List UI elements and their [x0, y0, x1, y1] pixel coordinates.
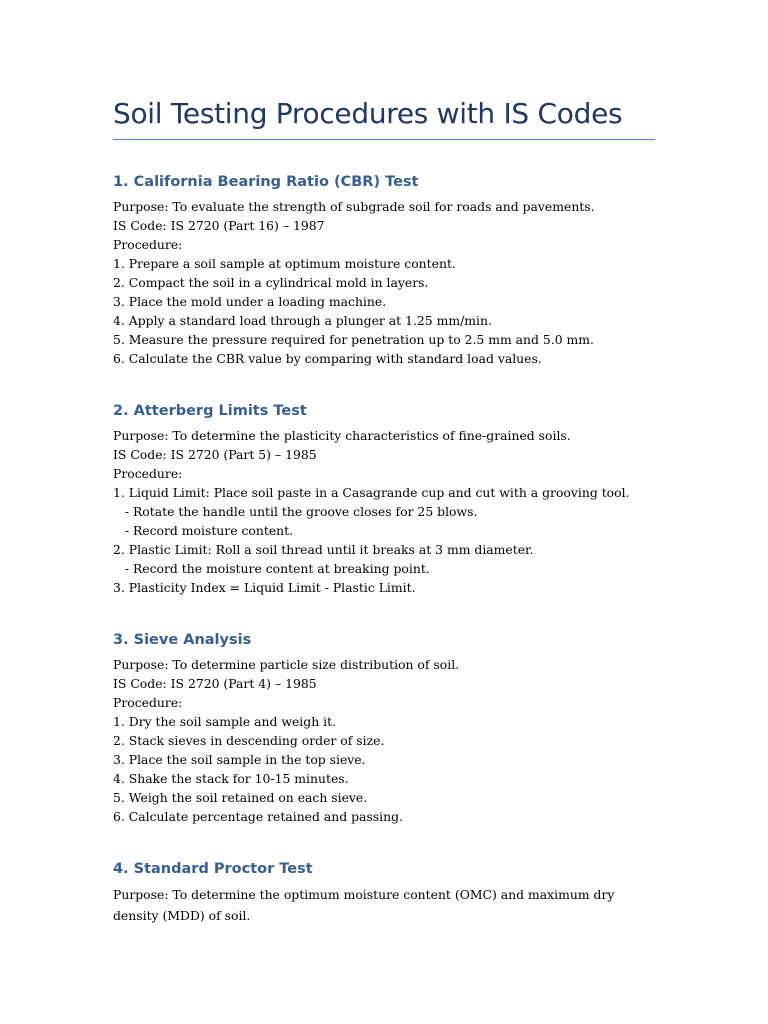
section-sieve-analysis — [113, 629, 673, 826]
procedure-label: Procedure: — [113, 237, 183, 252]
procedure-step: 6. Calculate the CBR value by comparing with standard load values. — [113, 351, 542, 366]
procedure-step: 1. Prepare a soil sample at optimum moisture content. — [113, 256, 456, 271]
procedure-step: 5. Weigh the soil retained on each sieve. — [113, 790, 368, 805]
procedure-substep: - Record the moisture content at breaking point. — [113, 561, 430, 576]
is-code-line: IS Code: IS 2720 (Part 16) – 1987 — [113, 218, 325, 233]
procedure-substep: - Record moisture content. — [113, 523, 294, 538]
section-heading: 1. California Bearing Ratio (CBR) Test — [113, 174, 419, 190]
procedure-substep: - Rotate the handle until the groove closes for 25 blows. — [113, 504, 478, 519]
section-heading: 3. Sieve Analysis — [113, 632, 252, 648]
document-title: Soil Testing Procedures with IS Codes — [113, 97, 623, 130]
purpose-line: Purpose: To determine the optimum moisture content (OMC) and maximum dry density (MDD) of soil. — [113, 887, 615, 923]
procedure-step: 2. Stack sieves in descending order of size. — [113, 733, 385, 748]
procedure-step: 5. Measure the pressure required for penetration up to 2.5 mm and 5.0 mm. — [113, 332, 594, 347]
procedure-step: 3. Place the soil sample in the top sieve. — [113, 752, 366, 767]
procedure-step: 1. Liquid Limit: Place soil paste in a Casagrande cup and cut with a grooving tool. — [113, 485, 630, 500]
procedure-step: 3. Place the mold under a loading machine. — [113, 294, 387, 309]
is-code-line: IS Code: IS 2720 (Part 4) – 1985 — [113, 676, 317, 691]
section-cbr-test — [113, 171, 673, 368]
title-underline — [113, 139, 655, 140]
procedure-label: Procedure: — [113, 466, 183, 481]
section-heading: 4. Standard Proctor Test — [113, 861, 313, 877]
procedure-step: 3. Plasticity Index = Liquid Limit - Plastic Limit. — [113, 580, 416, 595]
is-code-line: IS Code: IS 2720 (Part 5) – 1985 — [113, 447, 317, 462]
procedure-step: 4. Apply a standard load through a plunger at 1.25 mm/min. — [113, 313, 492, 328]
procedure-label: Procedure: — [113, 695, 183, 710]
procedure-step: 2. Plastic Limit: Roll a soil thread until it breaks at 3 mm diameter. — [113, 542, 534, 557]
procedure-step: 6. Calculate percentage retained and passing. — [113, 809, 403, 824]
section-heading: 2. Atterberg Limits Test — [113, 403, 307, 419]
purpose-line: Purpose: To determine the plasticity characteristics of fine-grained soils. — [113, 428, 571, 443]
purpose-line: Purpose: To evaluate the strength of subgrade soil for roads and pavements. — [113, 199, 595, 214]
purpose-line: Purpose: To determine particle size distribution of soil. — [113, 657, 460, 672]
section-standard-proctor-test — [113, 858, 673, 926]
procedure-step: 2. Compact the soil in a cylindrical mold in layers. — [113, 275, 429, 290]
procedure-step: 4. Shake the stack for 10-15 minutes. — [113, 771, 349, 786]
procedure-step: 1. Dry the soil sample and weigh it. — [113, 714, 337, 729]
section-atterberg-limits-test — [113, 400, 673, 597]
